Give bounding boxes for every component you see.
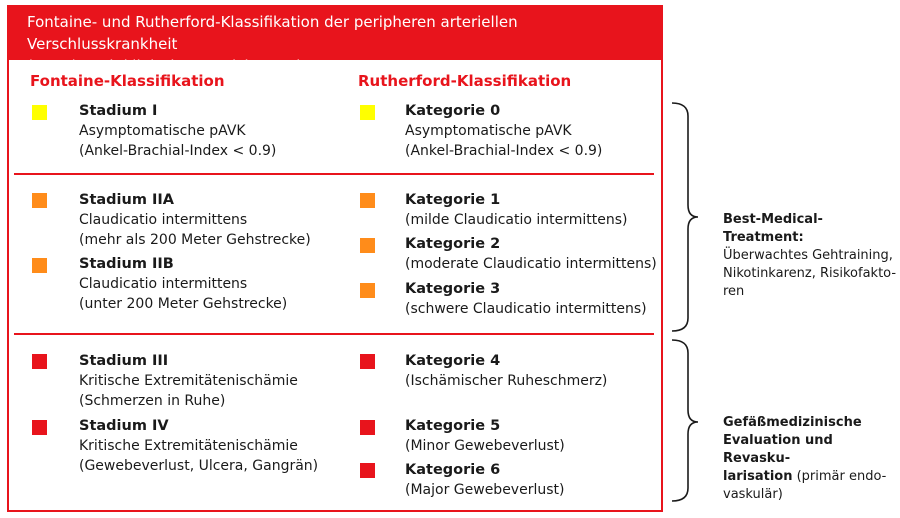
entry-detail: (Ankel-Brachial-Index < 0.9) (79, 143, 277, 159)
entry-title: Stadium IIA (79, 192, 175, 208)
entry-desc: Claudicatio intermittens (79, 276, 248, 292)
entry-desc: (Minor Gewebeverlust) (405, 438, 565, 454)
note-title: Best-Medical-Treatment: (723, 212, 823, 245)
rutherford-entry-2 (405, 234, 657, 274)
color-square-kategorie-6 (360, 463, 375, 478)
note-best-medical-treatment (723, 211, 900, 301)
rutherford-heading: Rutherford-Klassifikation (358, 72, 572, 90)
entry-title: Kategorie 2 (405, 236, 501, 252)
rutherford-entry-6 (405, 460, 564, 500)
color-square-stadium-3 (32, 354, 47, 369)
rutherford-entry-4 (405, 351, 607, 391)
entry-detail: (Ankel-Brachial-Index < 0.9) (405, 143, 603, 159)
brace-best-medical (672, 103, 698, 331)
fontaine-entry-1 (79, 101, 276, 161)
entry-desc: (schwere Claudicatio intermittens) (405, 301, 647, 317)
rutherford-entry-0 (405, 101, 602, 161)
note-vascular-evaluation (723, 414, 900, 504)
entry-desc: (Ischämischer Ruheschmerz) (405, 373, 608, 389)
entry-desc: (moderate Claudicatio intermittens) (405, 256, 657, 272)
entry-detail: (mehr als 200 Meter Gehstrecke) (79, 232, 311, 248)
fontaine-heading: Fontaine-Klassifikation (30, 72, 225, 90)
color-square-stadium-2b (32, 258, 47, 273)
note-line: Überwachtes Gehtraining, (723, 248, 893, 263)
entry-desc: Kritische Extremitätenischämie (79, 373, 298, 389)
entry-title: Kategorie 5 (405, 418, 501, 434)
color-square-kategorie-5 (360, 420, 375, 435)
entry-detail: (Schmerzen in Ruhe) (79, 393, 226, 409)
entry-desc: (milde Claudicatio intermittens) (405, 212, 628, 228)
note-line: (primär endo- (792, 469, 887, 484)
entry-title: Kategorie 4 (405, 353, 501, 369)
rutherford-entry-5 (405, 416, 565, 456)
color-square-stadium-2a (32, 193, 47, 208)
note-title: Gefäßmedizinische (723, 415, 862, 430)
entry-title: Kategorie 0 (405, 103, 501, 119)
entry-title: Stadium III (79, 353, 169, 369)
entry-desc: (Major Gewebeverlust) (405, 482, 565, 498)
fontaine-entry-3 (79, 351, 298, 411)
note-line: ren (723, 284, 745, 299)
section-divider-2 (14, 333, 654, 335)
brace-revascularisation (672, 340, 698, 501)
color-square-stadium-4 (32, 420, 47, 435)
color-square-kategorie-3 (360, 283, 375, 298)
rutherford-entry-1 (405, 190, 628, 230)
entry-title: Stadium I (79, 103, 158, 119)
color-square-kategorie-4 (360, 354, 375, 369)
rutherford-entry-3 (405, 279, 647, 319)
color-square-kategorie-1 (360, 193, 375, 208)
fontaine-entry-2b (79, 254, 287, 314)
note-title: Evaluation und Revasku- (723, 433, 833, 466)
entry-desc: Claudicatio intermittens (79, 212, 248, 228)
note-line: Nikotinkarenz, Risikofakto- (723, 266, 897, 281)
color-square-kategorie-2 (360, 238, 375, 253)
title-line-2: (pAVK) nach klinischen Gesichtspunkten (27, 57, 330, 75)
note-title: larisation (723, 469, 793, 484)
entry-title: Stadium IV (79, 418, 169, 434)
color-square-stadium-1 (32, 105, 47, 120)
entry-desc: Asymptomatische pAVK (405, 123, 572, 139)
fontaine-entry-2a (79, 190, 311, 250)
entry-title: Kategorie 3 (405, 281, 501, 297)
section-divider-1 (14, 173, 654, 175)
entry-desc: Kritische Extremitätenischämie (79, 438, 298, 454)
entry-detail: (unter 200 Meter Gehstrecke) (79, 296, 288, 312)
color-square-kategorie-0 (360, 105, 375, 120)
entry-title: Kategorie 1 (405, 192, 501, 208)
entry-title: Stadium IIB (79, 256, 174, 272)
entry-detail: (Gewebeverlust, Ulcera, Gangrän) (79, 458, 319, 474)
entry-title: Kategorie 6 (405, 462, 501, 478)
fontaine-entry-4 (79, 416, 318, 476)
title-line-1: Fontaine- und Rutherford-Klassifikation der peripheren arteriellen Verschlusskrankheit (27, 13, 518, 53)
entry-desc: Asymptomatische pAVK (79, 123, 246, 139)
title-banner (7, 5, 663, 75)
note-line: vaskulär) (723, 487, 783, 502)
